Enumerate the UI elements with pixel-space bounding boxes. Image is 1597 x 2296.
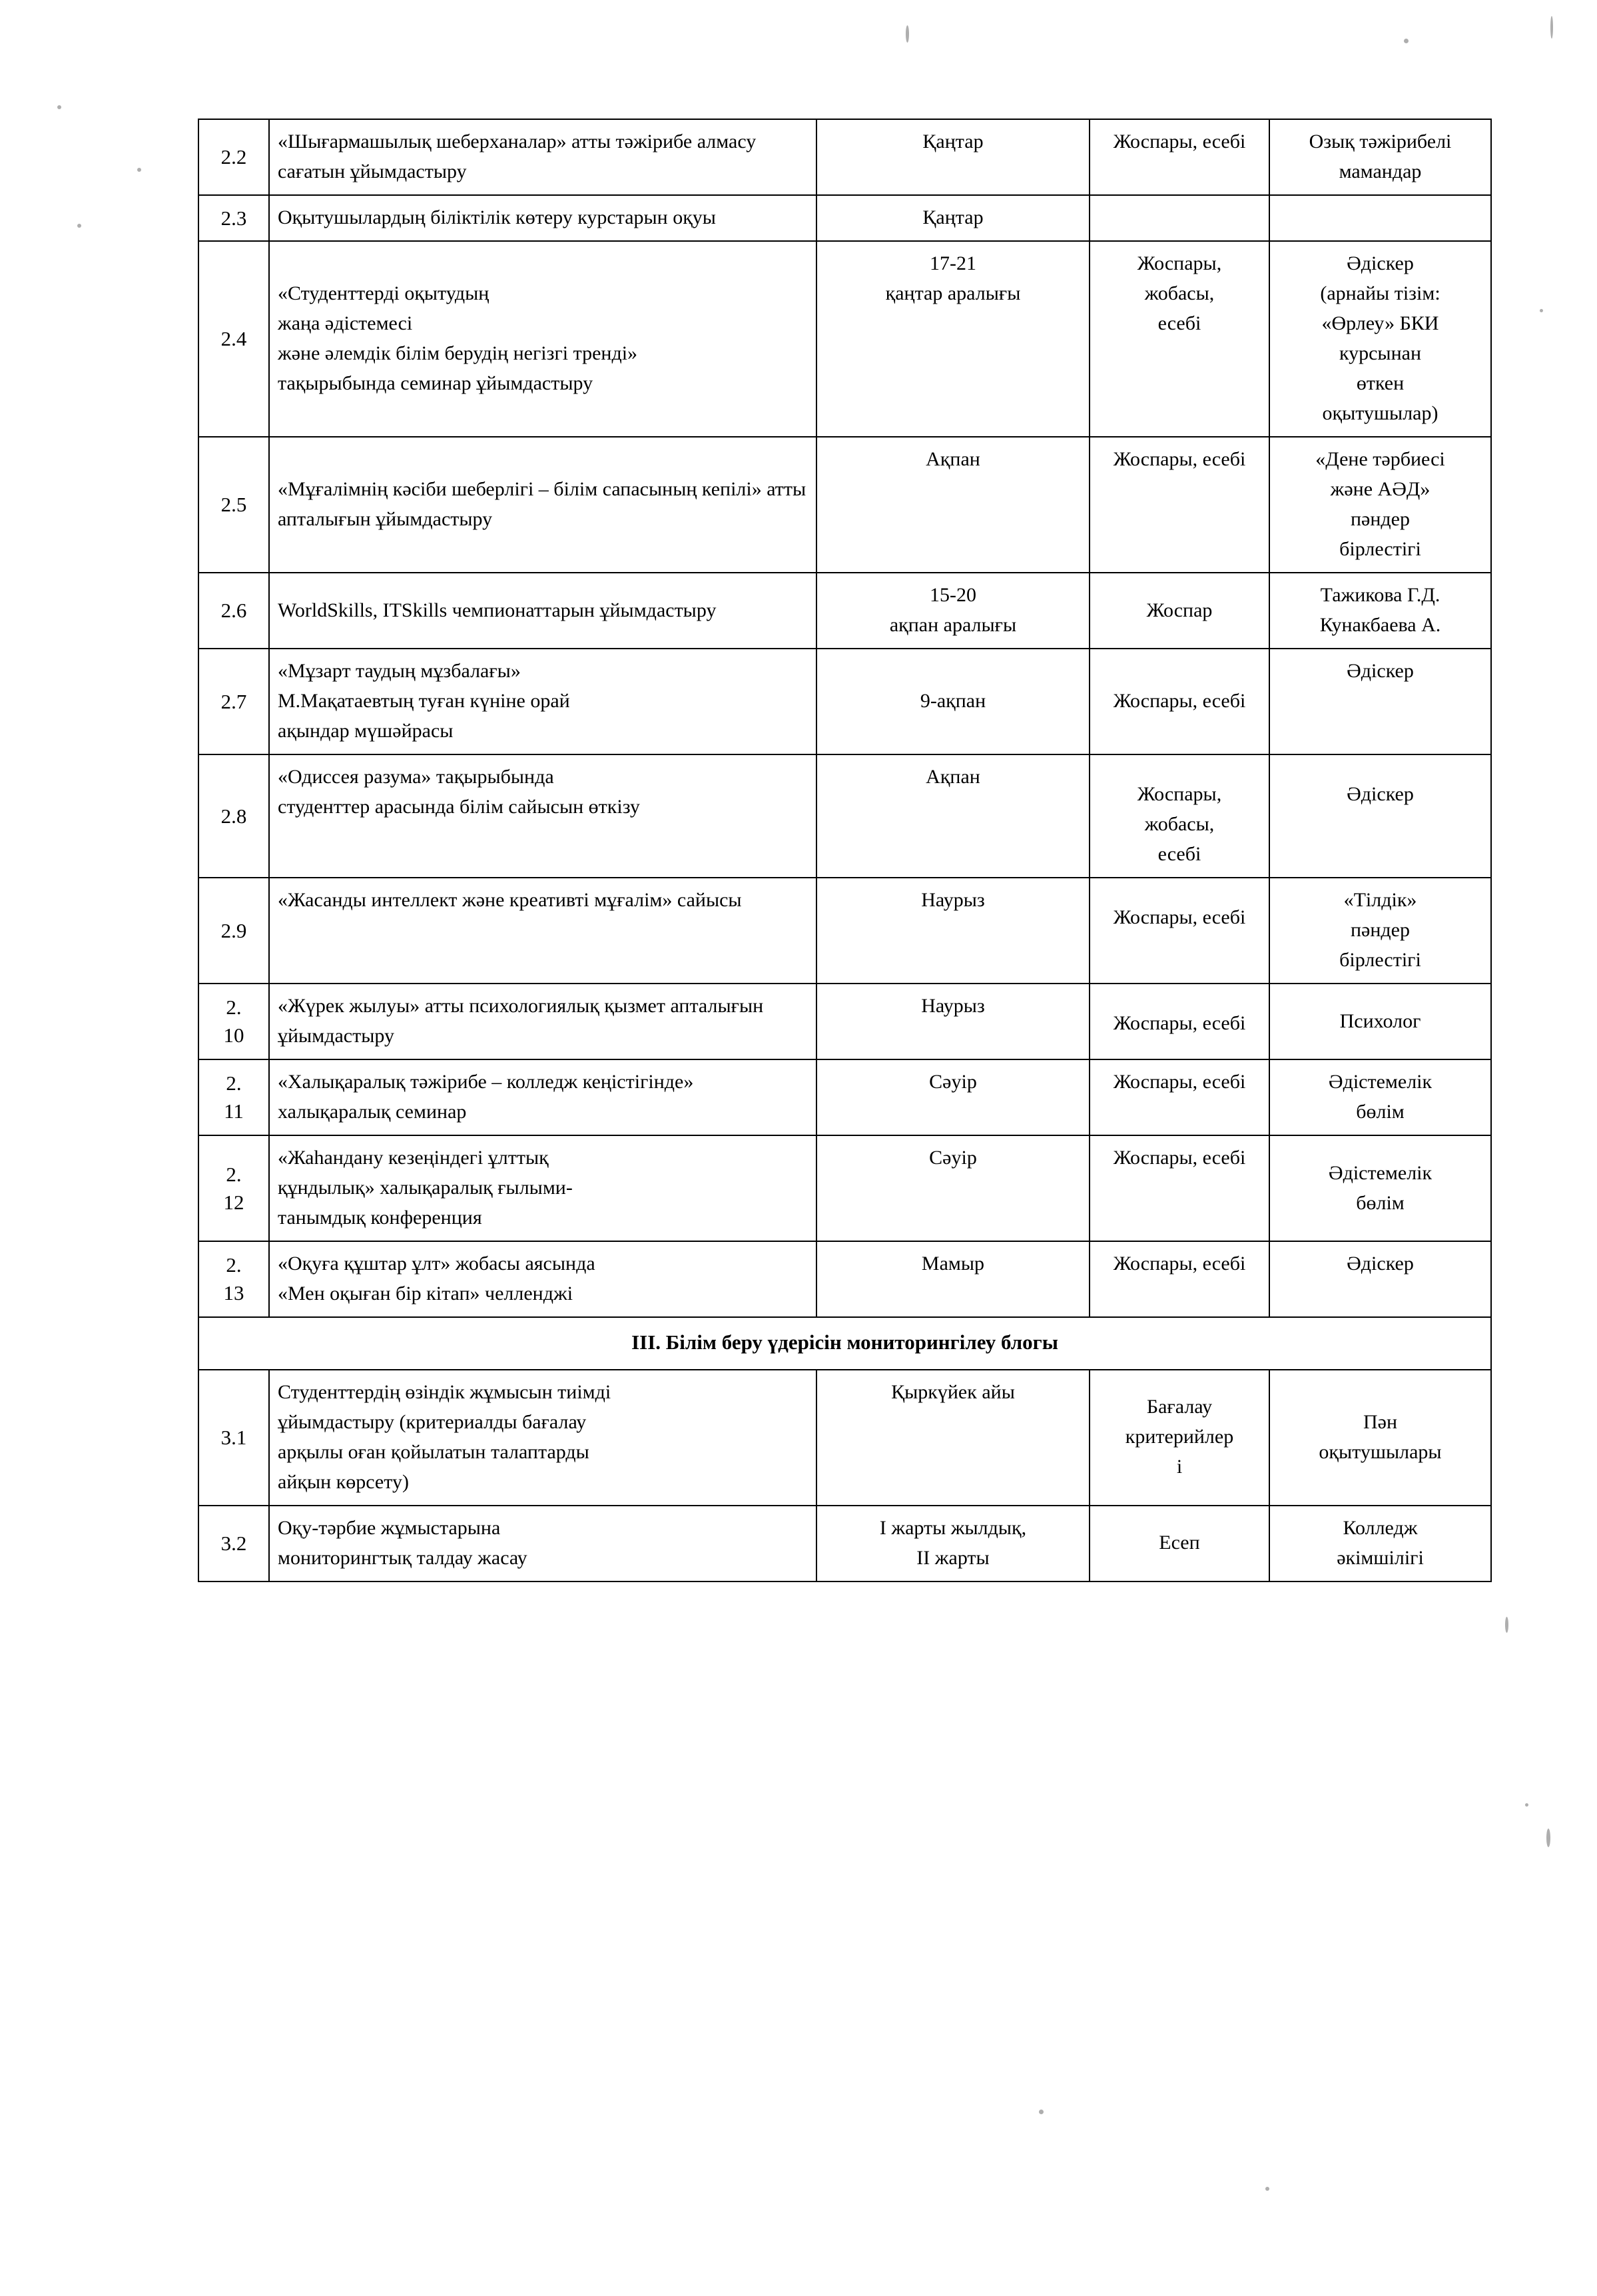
row-output <box>1090 754 1269 878</box>
row-index-line: 2. <box>226 1071 242 1095</box>
row-responsible <box>1269 195 1491 241</box>
table-row <box>198 1059 1491 1135</box>
row-activity: WorldSkills, ITSkills чемпионаттарын ұйымдастыру <box>269 573 816 649</box>
row-date: Қаңтар <box>816 119 1090 195</box>
activity-line: құндылық» халықаралық ғылыми- <box>278 1177 573 1199</box>
row-activity <box>269 1135 816 1241</box>
responsible-line: Кунакбаева А. <box>1319 614 1441 636</box>
activity-line: тақырыбында семинар ұйымдастыру <box>278 372 593 394</box>
row-output: Жоспары, есебі <box>1090 1135 1269 1241</box>
responsible-line: бөлім <box>1356 1101 1405 1123</box>
row-activity: Оқытушылардың біліктілік көтеру курстарын оқуы <box>269 195 816 241</box>
row-date: Ақпан <box>816 437 1090 573</box>
table-row <box>198 1135 1491 1241</box>
date-line: 17-21 <box>930 252 976 274</box>
table-row <box>198 649 1491 754</box>
table-row <box>198 1370 1491 1506</box>
responsible-line: өткен <box>1356 372 1405 394</box>
row-activity: «Мұғалімнің кәсіби шеберлігі – білім сапасының кепілі» атты апталығын ұйымдастыру <box>269 437 816 573</box>
section-header: III. Білім беру үдерісін мониторингілеу блогы <box>198 1317 1491 1370</box>
table-row <box>198 754 1491 878</box>
responsible-line: (арнайы тізім: <box>1320 282 1440 304</box>
row-activity: «Жасанды интеллект және креативті мұғалім» сайысы <box>269 878 816 984</box>
output-line: есебі <box>1157 843 1201 865</box>
row-index-line: 11 <box>224 1099 244 1123</box>
row-activity <box>269 754 816 878</box>
date-line: қаңтар аралығы <box>885 282 1021 304</box>
scan-speck <box>137 168 141 172</box>
table-row <box>198 241 1491 437</box>
activity-line: Оқу-тәрбие жұмыстарына <box>278 1516 501 1539</box>
row-index: 2.3 <box>198 195 269 241</box>
table-row <box>198 195 1491 241</box>
row-responsible: Әдіскер <box>1269 649 1491 754</box>
row-index <box>198 1135 269 1241</box>
activity-line: танымдық конференция <box>278 1207 482 1229</box>
activity-line: мониторингтық талдау жасау <box>278 1546 527 1569</box>
activity-line: жаңа әдістемесі <box>278 312 413 334</box>
output-line: Бағалау <box>1146 1396 1213 1418</box>
date-line: ақпан аралығы <box>889 614 1017 636</box>
activity-line: «Одиссея разума» тақырыбында <box>278 766 554 788</box>
activity-line: ұйымдастыру (критериалды бағалау <box>278 1410 587 1433</box>
responsible-line: әкімшілігі <box>1337 1546 1424 1569</box>
row-index: 3.2 <box>198 1506 269 1581</box>
row-output: Жоспары, есебі <box>1090 1059 1269 1135</box>
row-index-line: 2. <box>226 996 242 1019</box>
row-responsible: Психолог <box>1269 984 1491 1059</box>
row-activity <box>269 649 816 754</box>
responsible-line: бірлестігі <box>1339 538 1421 560</box>
row-output <box>1090 195 1269 241</box>
row-activity <box>269 1506 816 1581</box>
table-row <box>198 573 1491 649</box>
row-date <box>816 573 1090 649</box>
row-date: Наурыз <box>816 984 1090 1059</box>
row-output: Жоспары, есебі <box>1090 437 1269 573</box>
row-date: Қыркүйек айы <box>816 1370 1090 1506</box>
row-responsible: Озық тәжірибелі мамандар <box>1269 119 1491 195</box>
row-responsible <box>1269 878 1491 984</box>
row-responsible <box>1269 1506 1491 1581</box>
row-index: 3.1 <box>198 1370 269 1506</box>
responsible-line: Әдіскер <box>1347 783 1414 805</box>
date-line: I жарты жылдық, <box>879 1516 1027 1539</box>
row-date <box>816 1506 1090 1581</box>
row-index <box>198 984 269 1059</box>
scan-speck <box>57 105 61 109</box>
scan-speck <box>1265 2187 1269 2191</box>
row-date: Қаңтар <box>816 195 1090 241</box>
row-output: Жоспар <box>1090 573 1269 649</box>
responsible-line: Әдістемелік <box>1328 1161 1433 1184</box>
row-activity <box>269 241 816 437</box>
row-output <box>1090 241 1269 437</box>
table-row <box>198 119 1491 195</box>
row-responsible <box>1269 1059 1491 1135</box>
row-index-line: 13 <box>223 1281 244 1304</box>
activity-line: «Мен оқыған бір кітап» челленджі <box>278 1283 573 1304</box>
row-responsible <box>1269 1370 1491 1506</box>
output-line: критерийлер <box>1125 1426 1234 1448</box>
table-row <box>198 437 1491 573</box>
scan-speck <box>1540 309 1543 312</box>
scan-speck <box>1505 1617 1508 1633</box>
activity-line: және әлемдік білім берудің негізгі тренді» <box>278 342 638 364</box>
output-line: Жоспары, <box>1137 252 1222 274</box>
table-row <box>198 1241 1491 1317</box>
activity-plan-table <box>198 119 1492 1582</box>
activity-line: М.Мақатаевтың туған күніне орай <box>278 690 570 712</box>
row-activity <box>269 1370 816 1506</box>
row-index: 2.6 <box>198 573 269 649</box>
row-date: Ақпан <box>816 754 1090 878</box>
responsible-line: курсынан <box>1339 342 1422 364</box>
row-output: Жоспары, есебі <box>1090 1241 1269 1317</box>
activity-line: «Оқуға құштар ұлт» жобасы аясында <box>278 1253 595 1275</box>
activity-line: «Студенттерді оқытудың <box>278 282 489 304</box>
section-header-row <box>198 1317 1491 1370</box>
date-line: II жарты <box>916 1546 990 1569</box>
row-index: 2.5 <box>198 437 269 573</box>
output-line: Жоспары, есебі <box>1113 906 1246 928</box>
row-responsible <box>1269 437 1491 573</box>
row-index <box>198 1241 269 1317</box>
output-line: есебі <box>1157 312 1201 334</box>
activity-line: Студенттердің өзіндік жұмысын тиімді <box>278 1380 611 1403</box>
row-output <box>1090 984 1269 1059</box>
table-row <box>198 1506 1491 1581</box>
output-line: жобасы, <box>1144 813 1215 835</box>
row-date <box>816 241 1090 437</box>
row-index-line: 2. <box>226 1162 242 1186</box>
output-line: Жоспары, есебі <box>1113 1012 1246 1034</box>
table-row <box>198 984 1491 1059</box>
activity-line: студенттер арасында білім сайысын өткізу <box>278 796 640 818</box>
responsible-line: «Тілдік» <box>1343 889 1417 911</box>
row-index: 2.9 <box>198 878 269 984</box>
row-activity: «Жүрек жылуы» атты психологиялық қызмет апталығын ұйымдастыру <box>269 984 816 1059</box>
responsible-line: Тажикова Г.Д. <box>1320 584 1440 606</box>
row-date: 9-ақпан <box>816 649 1090 754</box>
scan-speck <box>77 224 81 228</box>
activity-line: ақындар мүшәйрасы <box>278 720 454 742</box>
row-output: Есеп <box>1090 1506 1269 1581</box>
row-output: Жоспары, есебі <box>1090 649 1269 754</box>
scan-speck <box>1404 39 1409 43</box>
scan-speck <box>1550 16 1553 39</box>
activity-line: айқын көрсету) <box>278 1470 409 1493</box>
activity-line: «Жаһандану кезеңіндегі ұлттық <box>278 1147 549 1169</box>
activity-line: арқылы оған қойылатын талаптарды <box>278 1440 589 1463</box>
responsible-line: оқытушылары <box>1319 1440 1442 1463</box>
row-responsible <box>1269 1135 1491 1241</box>
row-output <box>1090 1370 1269 1506</box>
row-responsible <box>1269 241 1491 437</box>
responsible-line: бірлестігі <box>1339 949 1421 971</box>
row-activity: «Халықаралық тәжірибе – колледж кеңістігінде» халықаралық семинар <box>269 1059 816 1135</box>
scan-speck <box>1039 2110 1044 2114</box>
row-index: 2.2 <box>198 119 269 195</box>
row-date: Сәуір <box>816 1059 1090 1135</box>
scan-speck <box>906 25 909 43</box>
responsible-line: оқытушылар) <box>1322 402 1438 424</box>
responsible-line: және АӘД» <box>1330 478 1431 500</box>
row-index: 2.8 <box>198 754 269 878</box>
responsible-line: Пән <box>1363 1410 1398 1433</box>
row-date: Наурыз <box>816 878 1090 984</box>
output-line: Жоспары, <box>1137 783 1222 805</box>
responsible-line: Әдістемелік <box>1328 1071 1433 1093</box>
output-line: і <box>1176 1456 1183 1478</box>
row-index-line: 2. <box>226 1253 242 1277</box>
row-responsible <box>1269 754 1491 878</box>
row-output: Жоспары, есебі <box>1090 119 1269 195</box>
responsible-line: пәндер <box>1350 919 1410 941</box>
responsible-line: Колледж <box>1343 1516 1418 1539</box>
row-activity <box>269 1241 816 1317</box>
date-line: 15-20 <box>930 584 976 606</box>
responsible-line: бөлім <box>1356 1191 1405 1214</box>
output-line: жобасы, <box>1144 282 1215 304</box>
responsible-line: пәндер <box>1350 508 1410 530</box>
scan-speck <box>1525 1803 1528 1807</box>
row-index: 2.4 <box>198 241 269 437</box>
row-index-line: 10 <box>223 1023 244 1047</box>
row-index: 2.7 <box>198 649 269 754</box>
row-date: Мамыр <box>816 1241 1090 1317</box>
row-date: Сәуір <box>816 1135 1090 1241</box>
row-responsible: Әдіскер <box>1269 1241 1491 1317</box>
responsible-line: Әдіскер <box>1347 252 1414 274</box>
scan-speck <box>1546 1829 1550 1847</box>
activity-line: «Мұзарт таудың мұзбалағы» <box>278 660 521 682</box>
table-row <box>198 878 1491 984</box>
row-index <box>198 1059 269 1135</box>
responsible-line: «Дене тәрбиесі <box>1315 448 1445 470</box>
row-index-line: 12 <box>223 1190 244 1214</box>
responsible-line: «Өрлеу» БКИ <box>1321 312 1439 334</box>
row-output <box>1090 878 1269 984</box>
row-activity: «Шығармашылық шеберханалар» атты тәжірибе алмасу сағатын ұйымдастыру <box>269 119 816 195</box>
row-responsible <box>1269 573 1491 649</box>
